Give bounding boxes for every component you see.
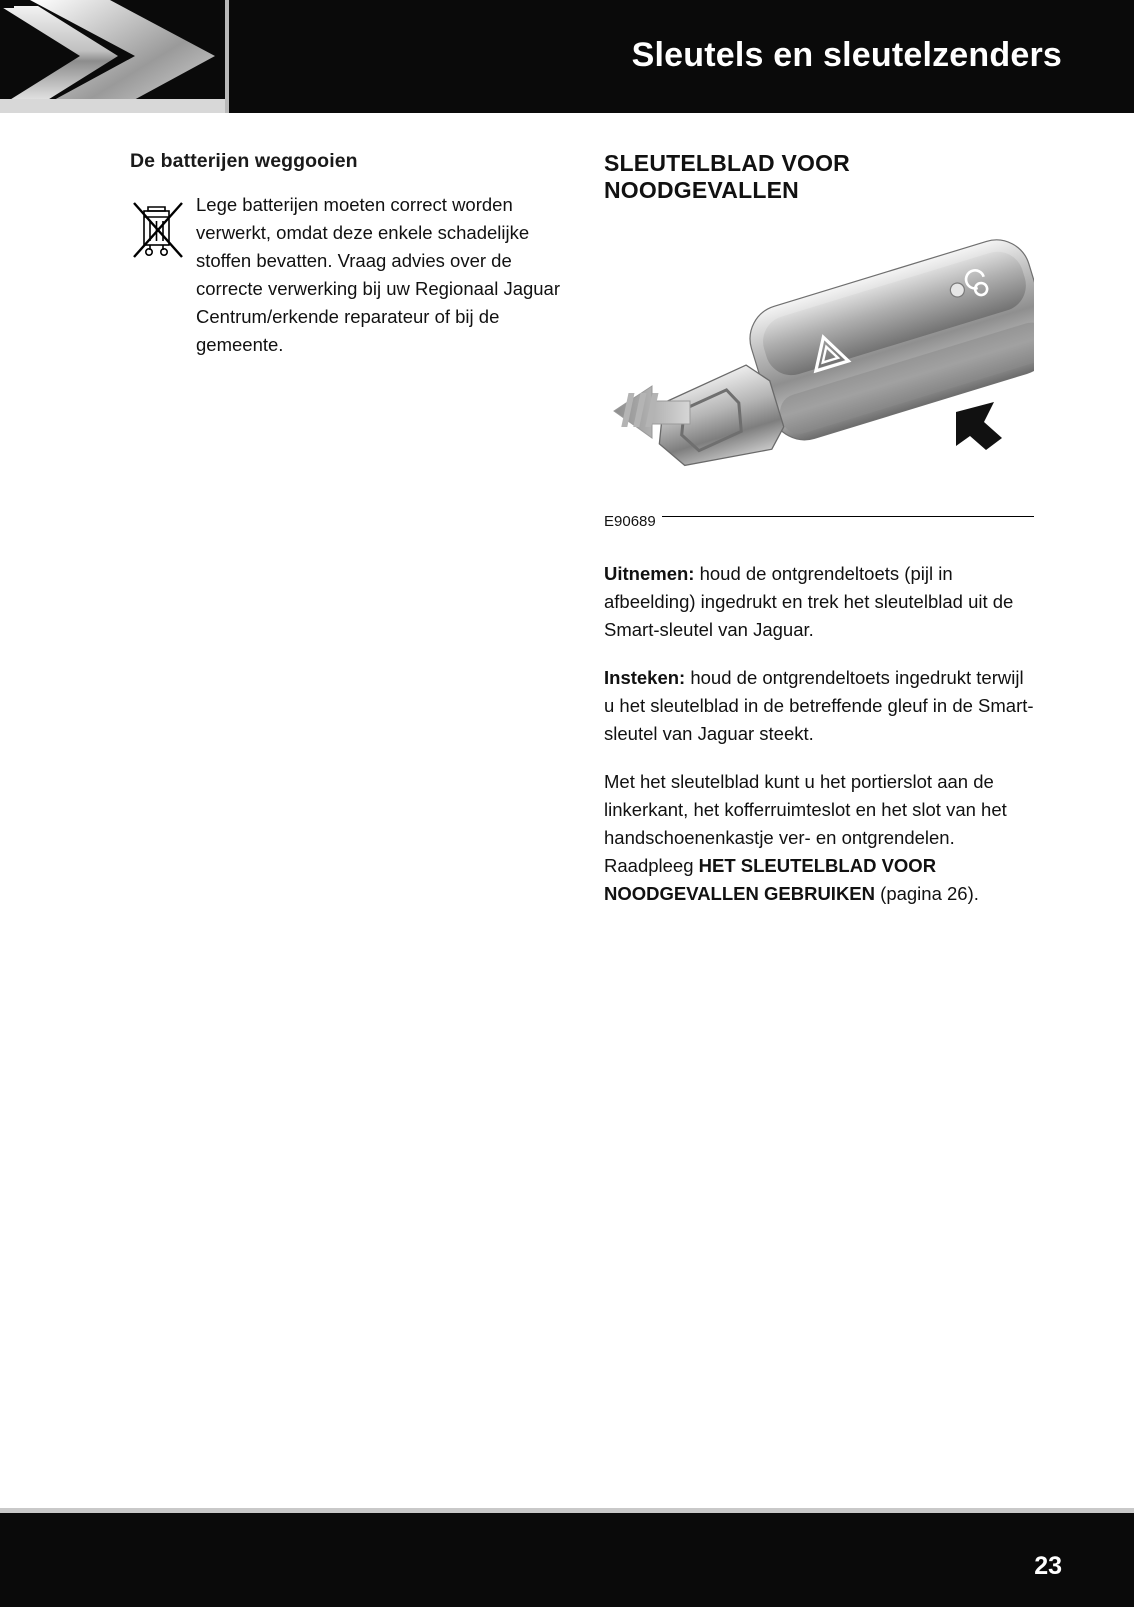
paragraph-locks-after: (pagina 26). <box>875 883 979 904</box>
left-column <box>130 150 570 359</box>
emergency-blade-text <box>604 560 1034 908</box>
page-footer <box>0 1513 1134 1607</box>
paragraph-locks-before: Met het sleutelblad kunt u het portierslot aan de linkerkant, het kofferruimteslot en het slot van het handschoenenkastje ver- en ontgrendelen. Raadpleeg <box>604 771 1007 876</box>
chevron-graphic-icon <box>0 0 225 113</box>
battery-disposal-text <box>196 191 570 359</box>
paragraph-insteken <box>604 664 1034 748</box>
battery-disposal-block <box>130 191 570 359</box>
paragraph-uitnemen-text: houd de ontgrendeltoets (pijl in afbeelding) ingedrukt en trek het sleutelblad uit de Smart-sleutel van Jaguar. <box>604 563 1014 640</box>
page-title: Sleutels en sleutelzenders <box>631 36 1062 74</box>
emergency-key-blade-figure <box>604 226 1034 530</box>
right-column <box>604 150 1034 908</box>
section-heading: SLEUTELBLAD VOOR NOODGEVALLEN <box>604 150 850 203</box>
paragraph-uitnemen-lead: Uitnemen: <box>604 563 695 584</box>
smart-key-illustration <box>604 226 1034 516</box>
battery-disposal-paragraph: Lege batterijen moeten correct worden verwerkt, omdat deze enkele schadelijke stoffen bevatten. Vraag advies over de correcte verwerking bij uw Regionaal Jaguar Centrum/erkende reparateur of bij de gemeente. <box>196 194 561 355</box>
paragraph-insteken-lead: Insteken: <box>604 667 686 688</box>
figure-id-label: E90689 <box>604 513 662 530</box>
crossed-out-wheelie-bin-icon <box>130 191 196 272</box>
page-header <box>0 0 1134 113</box>
page-number: 23 <box>1034 1552 1062 1580</box>
cross-reference-link: HET SLEUTELBLAD VOOR NOODGEVALLEN GEBRUIKEN <box>604 855 937 904</box>
paragraph-uitnemen <box>604 560 1034 644</box>
paragraph-insteken-text: houd de ontgrendeltoets ingedrukt terwijl u het sleutelblad in de betreffende gleuf in de Smart-sleutel van Jaguar steekt. <box>604 667 1034 744</box>
figure-rule <box>604 516 1034 517</box>
release-button-pointer-arrow-icon <box>956 402 1002 450</box>
header-vertical-rule <box>225 0 229 113</box>
paragraph-locks <box>604 768 1034 908</box>
left-column-heading: De batterijen weggooien <box>130 150 358 172</box>
